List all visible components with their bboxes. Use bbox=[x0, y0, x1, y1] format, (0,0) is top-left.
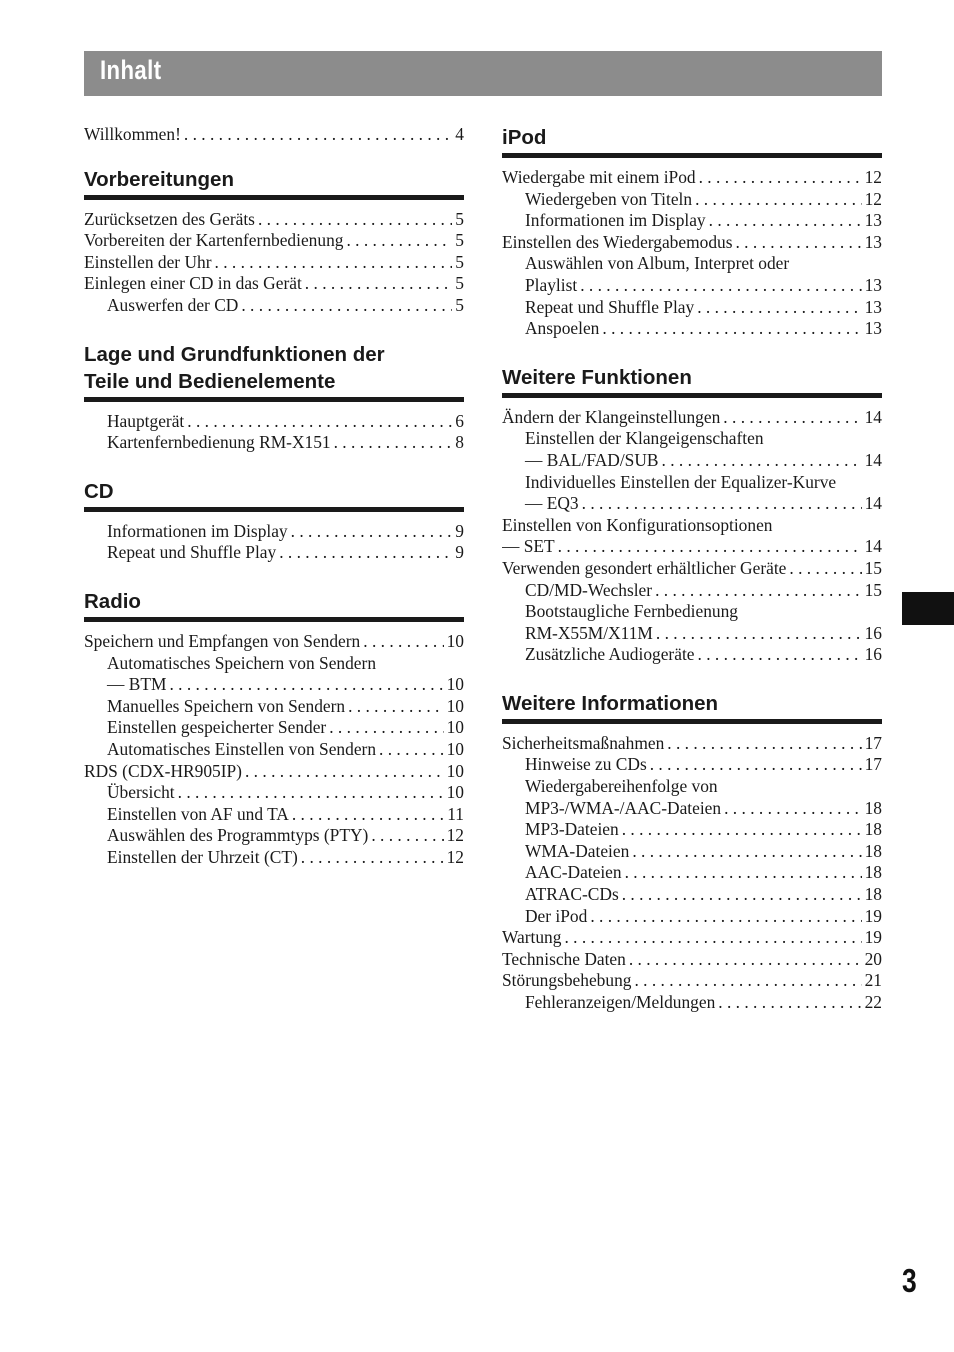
toc-entry[interactable]: Übersicht . . . 10 bbox=[84, 782, 464, 804]
toc-left-column bbox=[84, 124, 464, 868]
toc-entry[interactable]: Einstellen gespeicherter Sender . . . 10 bbox=[84, 717, 464, 739]
toc-entry[interactable]: Einstellen der Uhr . . . 5 bbox=[84, 252, 464, 274]
section-heading-radio: Radio bbox=[84, 588, 464, 622]
chapter-tab-marker bbox=[902, 592, 954, 625]
toc-entry[interactable]: Auswerfen der CD . . . 5 bbox=[84, 295, 464, 317]
section-heading-ipod: iPod bbox=[502, 124, 882, 158]
toc-entry[interactable]: Zurücksetzen des Geräts . . . 5 bbox=[84, 209, 464, 231]
toc-entry[interactable]: Technische Daten . . . 20 bbox=[502, 949, 882, 971]
toc-entry[interactable]: Auswählen des Programmtyps (PTY) . . . 12 bbox=[84, 825, 464, 847]
toc-entry-line: Bootstaugliche Fernbedienung bbox=[525, 601, 738, 622]
section-heading-weitere-informationen: Weitere Informationen bbox=[502, 690, 882, 724]
toc-entry[interactable]: — BAL/FAD/SUB . . . 14 bbox=[502, 450, 882, 472]
toc-entry[interactable]: — SET . . . 14 bbox=[502, 536, 882, 558]
section-heading-line: Teile und Bedienelemente bbox=[84, 369, 336, 393]
toc-entry[interactable]: CD/MD-Wechsler . . . 15 bbox=[502, 580, 882, 602]
toc-entry[interactable]: Repeat und Shuffle Play . . . 13 bbox=[502, 297, 882, 319]
toc-entry-line: Individuelles Einstellen der Equalizer-Kurve bbox=[525, 471, 837, 492]
toc-entry[interactable]: Hauptgerät . . . 6 bbox=[84, 411, 464, 433]
toc-entry-line: Auswählen von Album, Interpret oder bbox=[525, 253, 790, 274]
toc-entry[interactable]: WMA-Dateien . . . 18 bbox=[502, 841, 882, 863]
toc-entry[interactable]: Sicherheitsmaßnahmen . . . 17 bbox=[502, 733, 882, 755]
toc-entry[interactable]: ATRAC-CDs . . . 18 bbox=[502, 884, 882, 906]
toc-entry[interactable]: RDS (CDX-HR905IP) . . . 10 bbox=[84, 761, 464, 783]
toc-entry[interactable]: Hinweise zu CDs . . . 17 bbox=[502, 754, 882, 776]
toc-entry[interactable]: Verwenden gesondert erhältlicher Geräte . . . 15 bbox=[502, 558, 882, 580]
title-bar bbox=[84, 51, 882, 96]
toc-entry[interactable]: Kartenfernbedienung RM-X151 . . . 8 bbox=[84, 432, 464, 454]
section-heading-vorbereitungen: Vorbereitungen bbox=[84, 166, 464, 200]
toc-entry[interactable]: MP3-/WMA-/AAC-Dateien . . . 18 bbox=[502, 798, 882, 820]
toc-entry[interactable]: Einstellen von AF und TA . . . 11 bbox=[84, 804, 464, 826]
toc-entry[interactable]: Automatisches Einstellen von Sendern . . . 10 bbox=[84, 739, 464, 761]
toc-entry[interactable]: — EQ3 . . . 14 bbox=[502, 493, 882, 515]
toc-entry[interactable]: Informationen im Display . . . 13 bbox=[502, 210, 882, 232]
toc-entry[interactable]: Manuelles Speichern von Sendern . . . 10 bbox=[84, 696, 464, 718]
toc-entry[interactable]: Einlegen einer CD in das Gerät . . . 5 bbox=[84, 273, 464, 295]
toc-entry[interactable]: — BTM . . . 10 bbox=[84, 674, 464, 696]
toc-entry[interactable]: RM-X55M/X11M . . . 16 bbox=[502, 623, 882, 645]
toc-entry[interactable]: Ändern der Klangeinstellungen . . . 14 bbox=[502, 407, 882, 429]
section-heading-lage bbox=[84, 341, 464, 402]
toc-entry[interactable]: Einstellen des Wiedergabemodus . . . 13 bbox=[502, 232, 882, 254]
toc-entry[interactable]: Informationen im Display . . . 9 bbox=[84, 521, 464, 543]
toc-entry[interactable]: AAC-Dateien . . . 18 bbox=[502, 862, 882, 884]
toc-entry[interactable]: Playlist . . . 13 bbox=[502, 275, 882, 297]
toc-entry-line: Automatisches Speichern von Sendern bbox=[107, 652, 377, 673]
section-heading-line: Lage und Grundfunktionen der bbox=[84, 342, 385, 366]
toc-entry[interactable]: Anspoelen . . . 13 bbox=[502, 318, 882, 340]
toc-entry-line: Wiedergabereihenfolge von bbox=[525, 776, 718, 797]
toc-entry[interactable]: Vorbereiten der Kartenfernbedienung . . . 5 bbox=[84, 230, 464, 252]
toc-entry-line: Einstellen von Konfigurationsoptionen bbox=[502, 514, 773, 535]
toc-entry[interactable]: Repeat und Shuffle Play . . . 9 bbox=[84, 542, 464, 564]
toc-entry[interactable]: Zusätzliche Audiogeräte . . . 16 bbox=[502, 644, 882, 666]
section-heading-weitere-funktionen: Weitere Funktionen bbox=[502, 364, 882, 398]
page-number: 3 bbox=[902, 1262, 917, 1299]
toc-right-column bbox=[502, 124, 882, 1014]
toc-entry[interactable]: Wiedergabe mit einem iPod . . . 12 bbox=[502, 167, 882, 189]
page-title: Inhalt bbox=[100, 55, 162, 85]
toc-entry[interactable]: Der iPod . . . 19 bbox=[502, 906, 882, 928]
toc-entry[interactable]: Störungsbehebung . . . 21 bbox=[502, 970, 882, 992]
toc-entry[interactable]: Fehleranzeigen/Meldungen . . . 22 bbox=[502, 992, 882, 1014]
section-heading-cd: CD bbox=[84, 478, 464, 512]
toc-entry[interactable]: Wiedergeben von Titeln . . . 12 bbox=[502, 189, 882, 211]
toc-entry[interactable]: Willkommen! . . . 4 bbox=[84, 124, 464, 146]
toc-entry[interactable]: Einstellen der Uhrzeit (CT) . . . 12 bbox=[84, 847, 464, 869]
toc-entry[interactable]: Wartung . . . 19 bbox=[502, 927, 882, 949]
toc-entry-line: Einstellen der Klangeigenschaften bbox=[525, 428, 764, 449]
toc-entry[interactable]: Speichern und Empfangen von Sendern . . . 10 bbox=[84, 631, 464, 653]
toc-entry[interactable]: MP3-Dateien . . . 18 bbox=[502, 819, 882, 841]
